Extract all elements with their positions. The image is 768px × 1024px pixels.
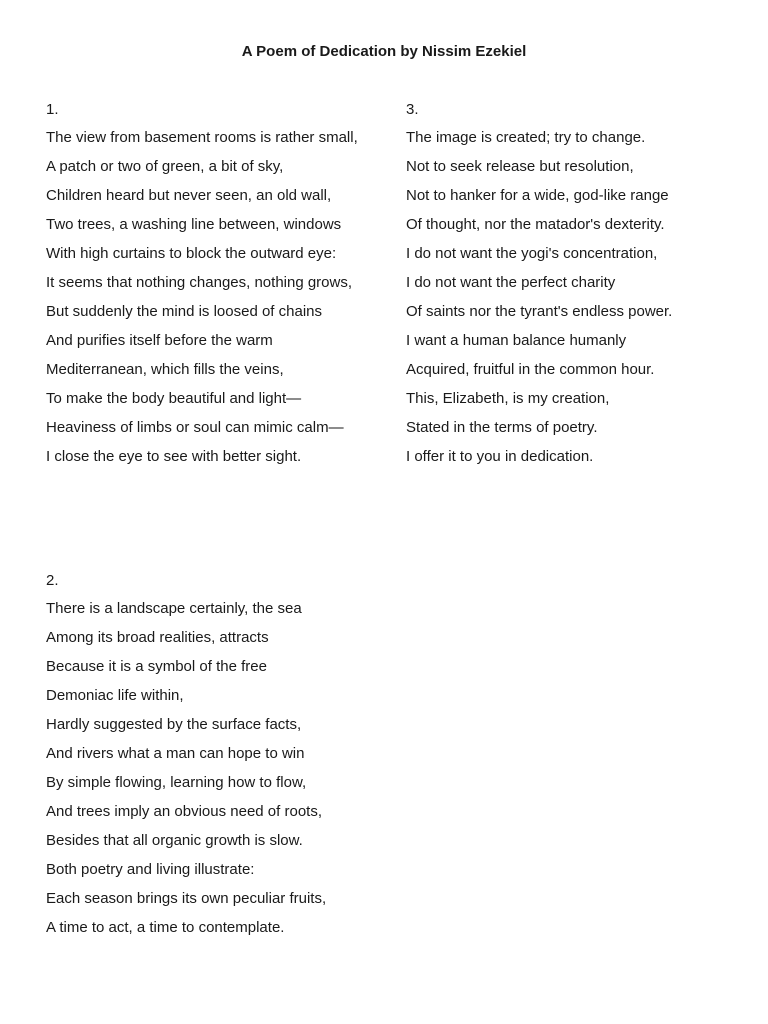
poem-line: Not to hanker for a wide, god-like range — [406, 187, 669, 204]
poem-line: Mediterranean, which fills the veins, — [46, 361, 284, 378]
poem-line: The image is created; try to change. — [406, 129, 646, 146]
poem-line: To make the body beautiful and light— — [46, 390, 302, 407]
stanza-lines — [46, 600, 366, 937]
poem-line: Of saints nor the tyrant's endless power. — [406, 303, 673, 320]
poem-line: I do not want the perfect charity — [406, 274, 616, 291]
poem-line: Not to seek release but resolution, — [406, 158, 634, 175]
poem-line: I do not want the yogi's concentration, — [406, 245, 658, 262]
poem-line: Two trees, a washing line between, windows — [46, 216, 342, 233]
section-number: 1. — [46, 101, 59, 118]
poem-line: I want a human balance humanly — [406, 332, 627, 349]
poem-line: And rivers what a man can hope to win — [46, 745, 305, 762]
poem-line: Stated in the terms of poetry. — [406, 419, 598, 436]
poem-line: By simple flowing, learning how to flow, — [46, 774, 307, 791]
poem-line: I offer it to you in dedication. — [406, 448, 594, 465]
section-number: 2. — [46, 572, 59, 589]
poem-line: It seems that nothing changes, nothing grows, — [46, 274, 353, 291]
poem-line: A patch or two of green, a bit of sky, — [46, 158, 284, 175]
poem-line: Besides that all organic growth is slow. — [46, 832, 303, 849]
poem-line: Because it is a symbol of the free — [46, 658, 267, 675]
poem-line: This, Elizabeth, is my creation, — [406, 390, 610, 407]
poem-line: With high curtains to block the outward eye: — [46, 245, 337, 262]
stanza-lines — [46, 129, 366, 466]
stanza-lines — [406, 129, 736, 466]
poem-section-1 — [46, 100, 366, 477]
poem-line: Each season brings its own peculiar fruits, — [46, 890, 327, 907]
poem-line: A time to act, a time to contemplate. — [46, 919, 285, 936]
poem-line: Both poetry and living illustrate: — [46, 861, 255, 878]
poem-line: Heaviness of limbs or soul can mimic calm— — [46, 419, 344, 436]
poem-line: Among its broad realities, attracts — [46, 629, 269, 646]
poem-line: And purifies itself before the warm — [46, 332, 273, 349]
poem-line: Acquired, fruitful in the common hour. — [406, 361, 655, 378]
section-number: 3. — [406, 101, 419, 118]
poem-line: Demoniac life within, — [46, 687, 184, 704]
poem-line: The view from basement rooms is rather small, — [46, 129, 358, 146]
poem-line: Of thought, nor the matador's dexterity. — [406, 216, 665, 233]
poem-line: Children heard but never seen, an old wall, — [46, 187, 332, 204]
poem-line: There is a landscape certainly, the sea — [46, 600, 302, 617]
poem-line: But suddenly the mind is loosed of chains — [46, 303, 322, 320]
poem-line: And trees imply an obvious need of roots, — [46, 803, 322, 820]
poem-line: Hardly suggested by the surface facts, — [46, 716, 302, 733]
poem-section-3 — [406, 100, 736, 477]
page-title: A Poem of Dedication by Nissim Ezekiel — [241, 43, 527, 60]
poem-section-2 — [46, 571, 366, 948]
poem-line: I close the eye to see with better sight. — [46, 448, 302, 465]
